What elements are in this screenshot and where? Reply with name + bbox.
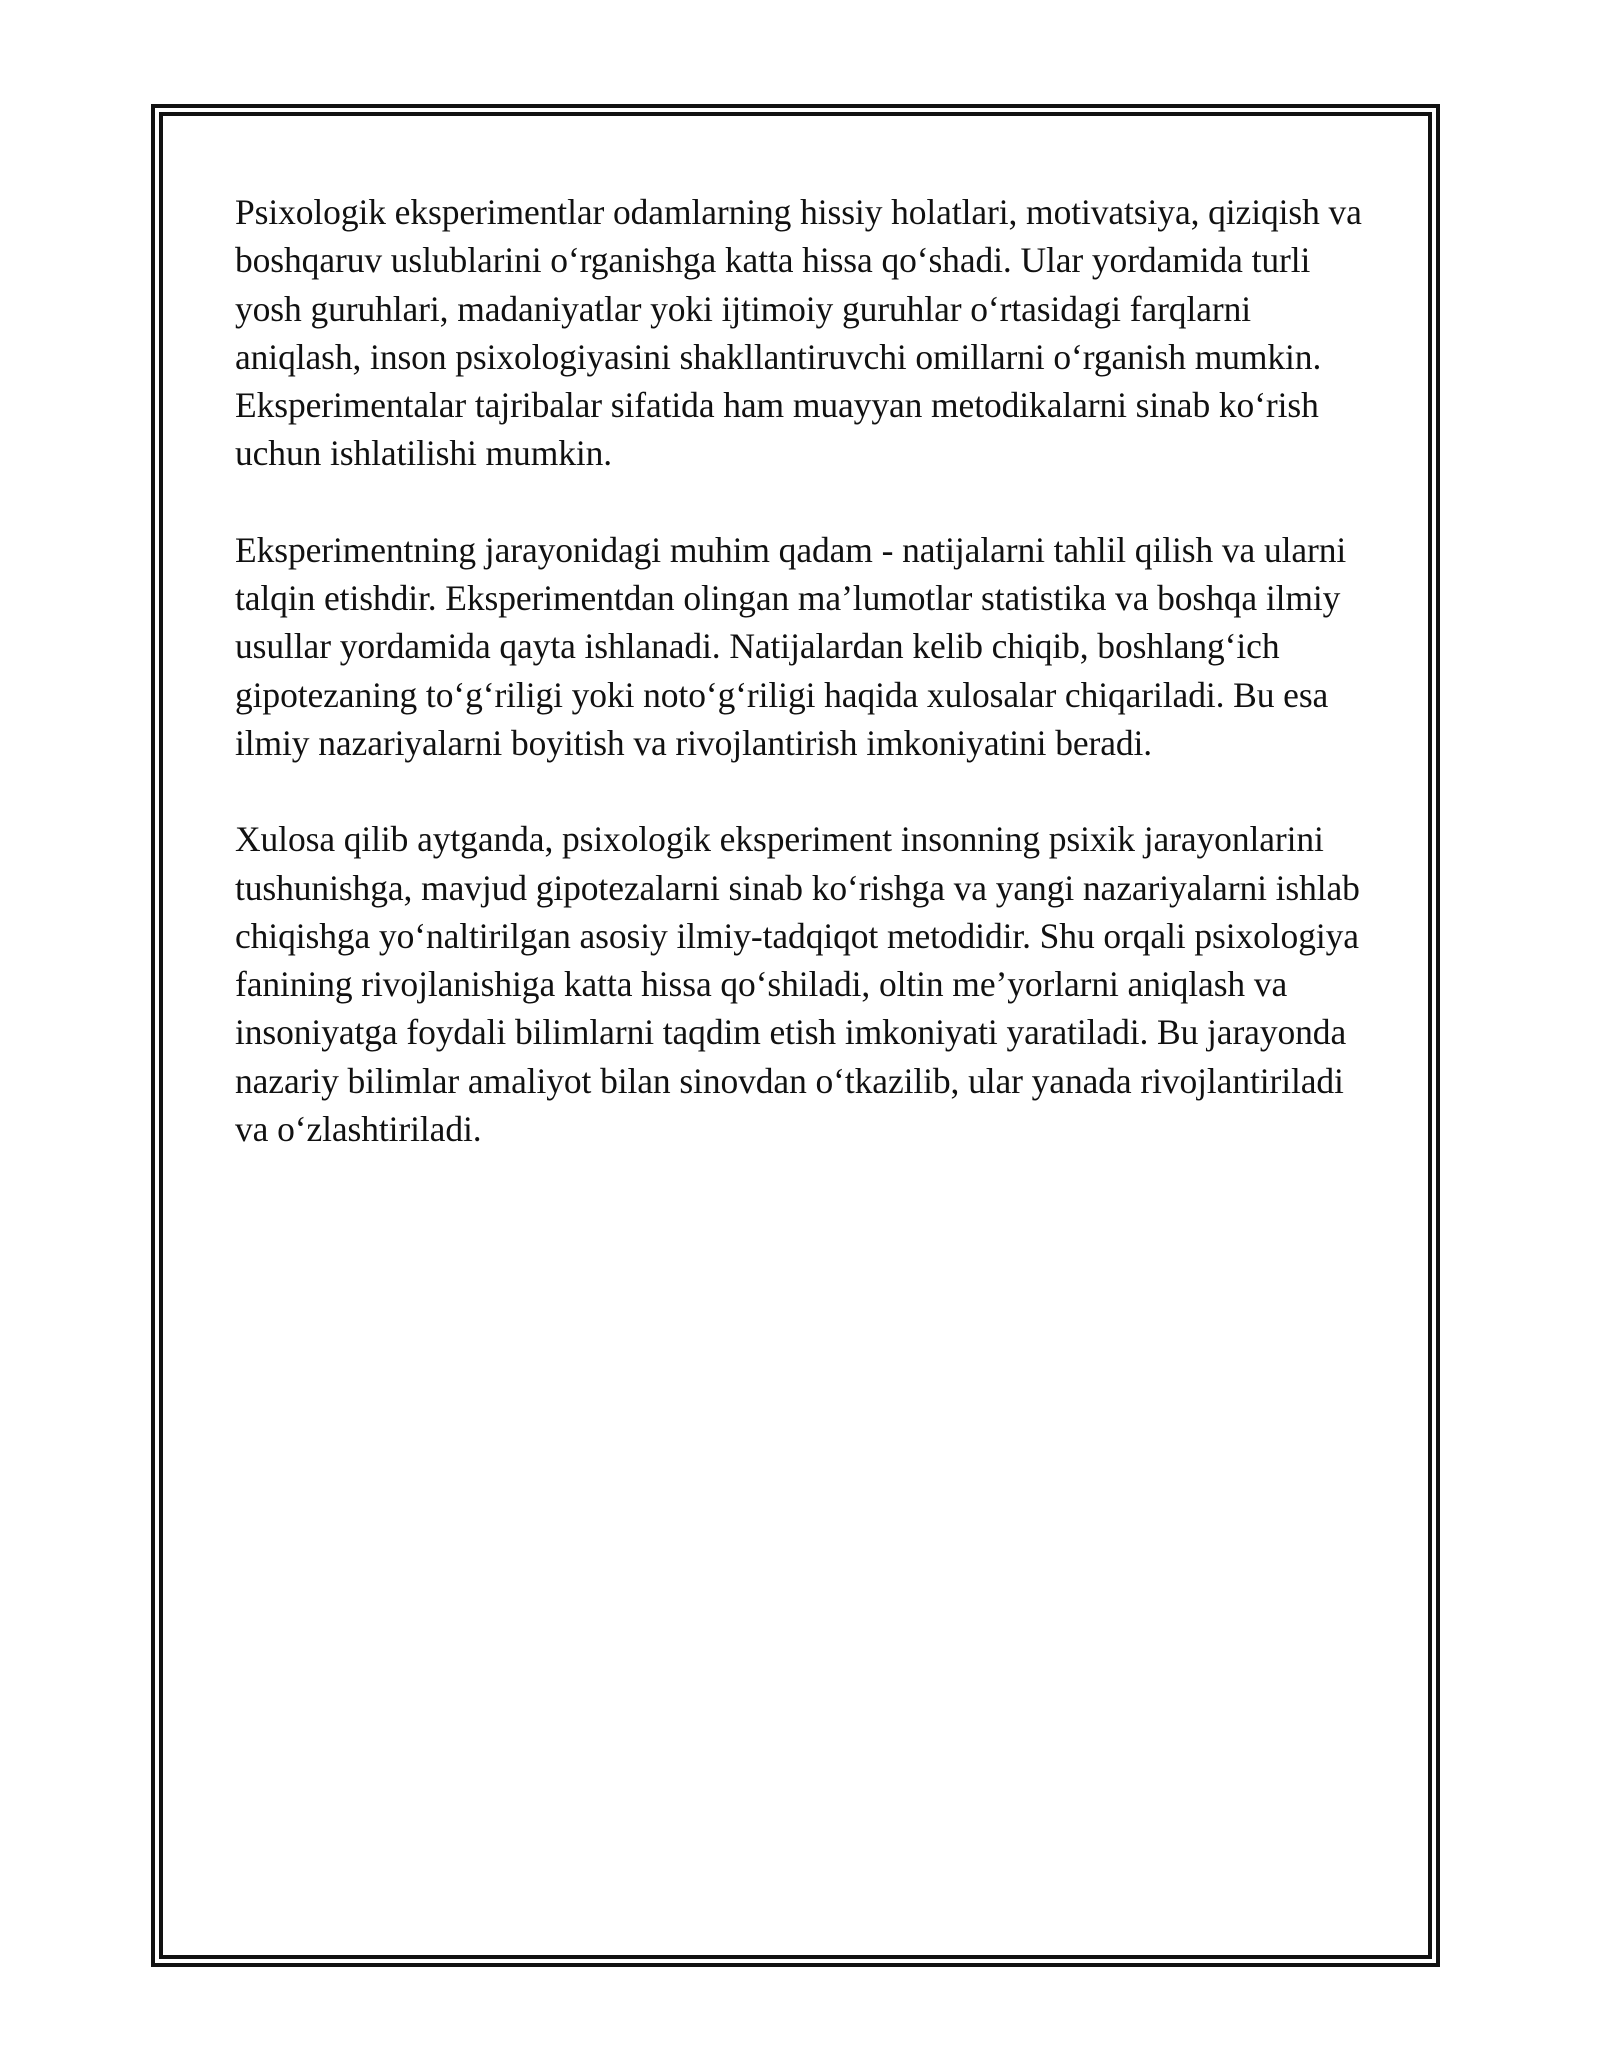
paragraph-3: Xulosa qilib aytganda, psixologik eksperiment insonning psixik jarayonlarini tushunishga, mavjud gipotezalarni sinab ko‘rishga va yangi nazariyalarni ishlab chiqishga yo‘naltirilgan asosiy ilmiy-tadqiqot metodidir. Shu orqali psixologiya fanining rivojlanishiga katta hissa qo‘shiladi, oltin me’yorlarni aniqlash va insoniyatga foydali bilimlarni taqdim etish imkoniyati yaratiladi. Bu jarayonda nazariy bilimlar amaliyot bilan sinovdan o‘tkazilib, ular yanada rivojlantiriladi va o‘zlashtiriladi. [235, 819, 1360, 1150]
document-body [235, 188, 1370, 1201]
paragraph-1: Psixologik eksperimentlar odamlarning hissiy holatlari, motivatsiya, qiziqish va boshqaruv uslublarini o‘rganishga katta hissa qo‘shadi. Ular yordamida turli yosh guruhlari, madaniyatlar yoki ijtimoiy guruhlar o‘rtasidagi farqlarni aniqlash, inson psixologiyasini shakllantiruvchi omillarni o‘rganish mumkin. Eksperimentalar tajribalar sifatida ham muayyan metodikalarni sinab ko‘rish uchun ishlatilishi mumkin. [235, 192, 1362, 474]
paragraph-2: Eksperimentning jarayonidagi muhim qadam - natijalarni tahlil qilish va ularni talqin etishdir. Eksperimentdan olingan ma’lumotlar statistika va boshqa ilmiy usullar yordamida qayta ishlanadi. Natijalardan kelib chiqib, boshlang‘ich gipotezaning to‘g‘riligi yoki noto‘g‘riligi haqida xulosalar chiqariladi. Bu esa ilmiy nazariyalarni boyitish va rivojlantirish imkoniyatini beradi. [235, 529, 1347, 763]
